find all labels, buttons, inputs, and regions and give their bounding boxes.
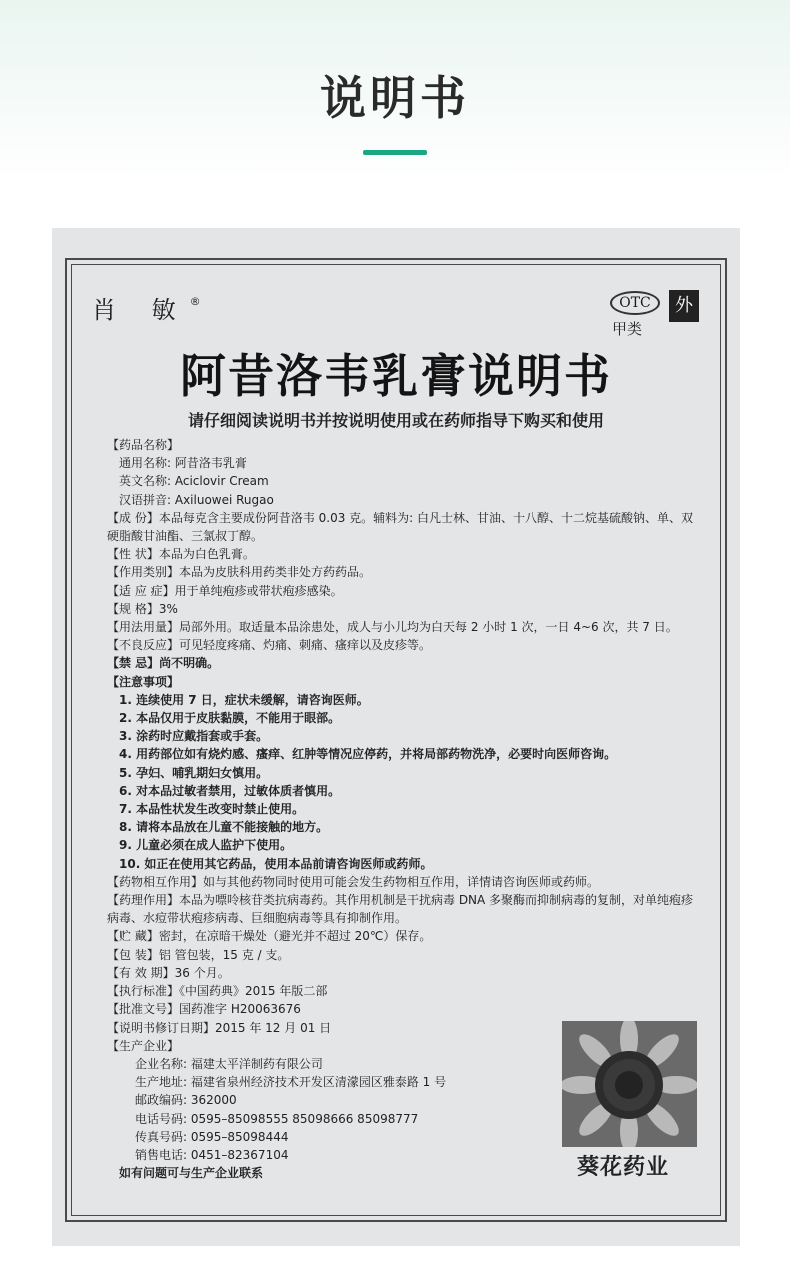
adverse-reactions: 【不良反应】可见轻度疼痛、灼痛、刺痛、瘙痒以及皮疹等。 xyxy=(107,638,432,653)
specification: 【规 格】3% xyxy=(107,601,178,616)
phone-numbers: 电话号码: 0595–85098555 85098666 85098777 xyxy=(135,1111,419,1126)
registered-mark: ® xyxy=(189,295,201,308)
precaution-item: 5. 孕妇、哺乳期妇女慎用。 xyxy=(119,765,269,780)
brand-text: 肖 敏 xyxy=(92,296,190,324)
appearance: 【性 状】本品为白色乳膏。 xyxy=(107,547,255,562)
precaution-item: 4. 用药部位如有烧灼感、瘙痒、红肿等情况应停药，并将局部药物洗净，必要时向医师咨询。 xyxy=(119,747,617,762)
sunflower-icon xyxy=(562,1021,697,1147)
revision-date: 【说明书修订日期】2015 年 12 月 01 日 xyxy=(107,1020,332,1035)
title-underline xyxy=(363,150,427,155)
dosage: 【用法用量】局部外用。取适量本品涂患处，成人与小儿均为白天每 2 小时 1 次，一日 4~6 次，共 7 日。 xyxy=(107,620,678,635)
sunflower-logo-image xyxy=(562,1021,697,1147)
pharmacology: 【药理作用】本品为嘌呤核苷类抗病毒药。其作用机制是干扰病毒 DNA 多聚酶而抑制病毒的复制，对单纯疱疹病毒、水痘带状疱疹病毒、巨细胞病毒等具有抑制作用。 xyxy=(107,893,694,926)
company-name: 企业名称: 福建太平洋制药有限公司 xyxy=(135,1056,323,1071)
otc-badge: OTC xyxy=(610,291,660,315)
contact-note: 如有问题可与生产企业联系 xyxy=(119,1166,264,1181)
precaution-item: 6. 对本品过敏者禁用，过敏体质者慎用。 xyxy=(119,783,341,798)
precaution-item: 3. 涂药时应戴指套或手套。 xyxy=(119,729,269,744)
postal-code: 邮政编码: 362000 xyxy=(135,1093,237,1108)
drug-category: 【作用类别】本品为皮肤科用药类非处方药药品。 xyxy=(107,565,372,580)
leaflet-photo xyxy=(52,228,740,1246)
drug-interactions: 【药物相互作用】如与其他药物同时使用可能会发生药物相互作用，详情请咨询医师或药师。 xyxy=(107,874,600,889)
precaution-item: 8. 请将本品放在儿童不能接触的地方。 xyxy=(119,820,329,835)
composition: 【成 份】本品每克含主要成份阿昔洛韦 0.03 克。辅料为: 白凡士林、甘油、十八醇、十二烷基硫酸钠、单、双硬脂酸甘油酯、三氯叔丁醇。 xyxy=(107,510,694,544)
precaution-item: 1. 连续使用 7 日，症状未缓解，请咨询医师。 xyxy=(119,692,369,707)
indications: 【适 应 症】用于单纯疱疹或带状疱疹感染。 xyxy=(107,583,343,598)
otc-class-label: 甲类 xyxy=(612,320,643,338)
validity-period: 【有 效 期】36 个月。 xyxy=(107,965,230,980)
company-address: 生产地址: 福建省泉州经济技术开发区清濛园区雅泰路 1 号 xyxy=(135,1075,447,1090)
company-logo-text: 葵花药业 xyxy=(576,1155,669,1180)
fax-number: 传真号码: 0595–85098444 xyxy=(135,1129,289,1144)
generic-name: 通用名称: 阿昔洛韦乳膏 xyxy=(119,456,247,471)
precaution-item: 9. 儿童必须在成人监护下使用。 xyxy=(119,838,293,853)
brand-name xyxy=(92,290,201,325)
drug-name-header: 【药品名称】 xyxy=(107,438,180,452)
packaging: 【包 装】铝 管包装，15 克 / 支。 xyxy=(107,947,290,962)
external-use-badge: 外 xyxy=(669,290,699,322)
execution-standard: 【执行标准】《中国药典》2015 年版二部 xyxy=(107,984,328,999)
precaution-item: 10. 如正在使用其它药品，使用本品前请咨询医师或药师。 xyxy=(119,856,433,871)
precaution-item: 2. 本品仅用于皮肤黏膜，不能用于眼部。 xyxy=(119,711,341,726)
approval-number: 【批准文号】国药准字 H20063676 xyxy=(107,1002,301,1017)
storage: 【贮 藏】密封，在凉暗干燥处（避光并不超过 20℃）保存。 xyxy=(107,929,432,944)
pinyin-name: 汉语拼音: Axiluowei Rugao xyxy=(119,492,274,507)
leaflet-subtitle: 请仔细阅读说明书并按说明使用或在药师指导下购买和使用 xyxy=(187,411,604,430)
page-title: 说明书 xyxy=(320,71,470,125)
contraindications: 【禁 忌】尚不明确。 xyxy=(107,656,220,671)
leaflet-title: 阿昔洛韦乳膏说明书 xyxy=(180,349,612,403)
english-name: 英文名称: Aciclovir Cream xyxy=(119,474,269,489)
precaution-item: 7. 本品性状发生改变时禁止使用。 xyxy=(119,802,305,817)
manufacturer-header: 【生产企业】 xyxy=(107,1038,180,1053)
precautions-header: 【注意事项】 xyxy=(107,674,180,689)
sales-phone: 销售电话: 0451–82367104 xyxy=(135,1147,289,1162)
